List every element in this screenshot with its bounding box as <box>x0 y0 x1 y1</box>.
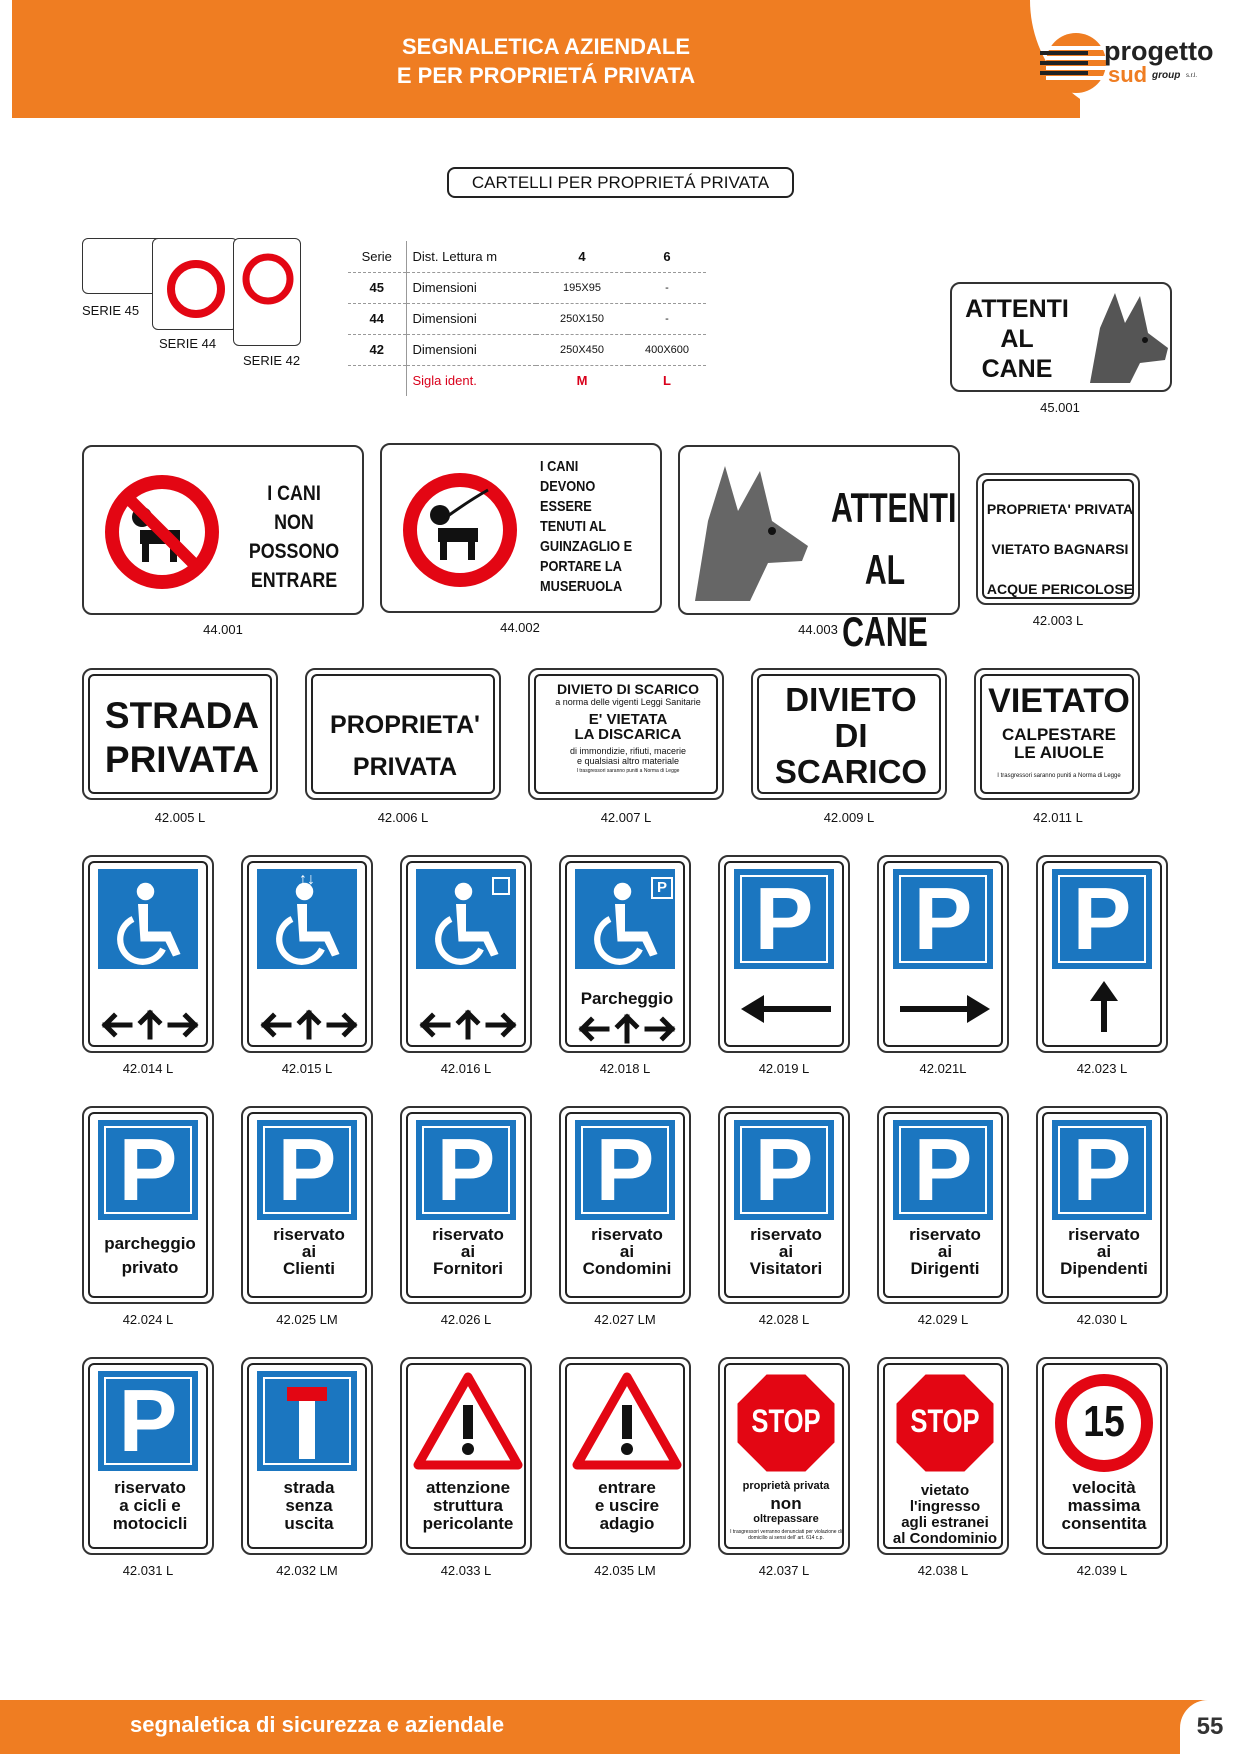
sign-text: riservato <box>432 1225 504 1244</box>
sign-42007-code: 42.007 L <box>600 810 652 825</box>
company-logo <box>1040 18 1240 108</box>
sign-code: 42.032 LM <box>276 1563 338 1578</box>
sign-text: DIVIETO DI SCARICO <box>556 681 700 697</box>
sign-text: I CANI <box>540 458 579 475</box>
spec-header-6: 6 <box>628 241 706 272</box>
spec-row-45 <box>348 272 706 303</box>
sign-text: DIVIETO <box>785 681 917 718</box>
sign-text: ATTENTI <box>965 295 1069 323</box>
spec-cell: Dimensioni <box>406 303 536 334</box>
sign-text: massima <box>1067 1496 1141 1515</box>
sign-label <box>1038 1479 1170 1533</box>
speed-number: 15 <box>1083 1397 1125 1446</box>
sign-code: 42.037 L <box>758 1563 810 1578</box>
sign-text: ATTENTI <box>831 484 957 531</box>
sign-42030 <box>1036 1106 1168 1304</box>
sign-42005 <box>82 668 278 800</box>
series-42-shape <box>233 238 301 346</box>
sign-text: al Condominio <box>892 1530 998 1547</box>
sign-text: motocicli <box>112 1514 188 1533</box>
series-44-shape <box>152 238 238 330</box>
sign-42018 <box>559 855 691 1053</box>
parking-p-icon: P <box>277 1120 337 1219</box>
dog-head-icon <box>690 461 810 606</box>
sign-text: oltrepassare <box>753 1513 819 1526</box>
parking-p-icon: P <box>754 1120 814 1219</box>
spec-cell: - <box>628 303 706 334</box>
sign-42039 <box>1036 1357 1168 1555</box>
sign-code: 42.015 L <box>281 1061 333 1076</box>
sign-42027 <box>559 1106 691 1304</box>
sign-text: Clienti <box>283 1259 335 1278</box>
sign-42007-text <box>534 682 722 774</box>
direction-arrows-icon <box>577 1009 677 1049</box>
stop-text: STOP <box>910 1403 980 1439</box>
sign-text: I trasgressori verranno denunciati per violazione di domicilio ai sensi dell' art. 614 c.p. <box>730 1528 842 1541</box>
parking-panel <box>734 1120 834 1220</box>
sign-42031 <box>82 1357 214 1555</box>
sign-label <box>243 1479 375 1533</box>
sign-42006-code: 42.006 L <box>377 810 429 825</box>
sign-label <box>879 1226 1011 1277</box>
footer-text: segnaletica di sicurezza e aziendale <box>130 1712 505 1737</box>
sign-text: proprietà privata <box>742 1480 830 1492</box>
arrows-up-down-icon: ↑↓ <box>299 871 315 888</box>
sign-code: 42.021L <box>919 1061 967 1076</box>
sign-42007 <box>528 668 724 800</box>
sign-label <box>243 1226 375 1277</box>
sign-42003-code: 42.003 L <box>1032 613 1084 628</box>
spec-header-dist: Dist. Lettura m <box>406 241 536 272</box>
sign-code: 42.039 L <box>1076 1563 1128 1578</box>
parking-p-icon: P <box>595 1120 655 1219</box>
direction-arrows-icon <box>418 1005 518 1045</box>
sign-text: uscita <box>284 1514 334 1533</box>
section-title: CARTELLI PER PROPRIETÁ PRIVATA <box>447 167 794 198</box>
stop-sign-icon <box>893 1371 997 1475</box>
sign-code: 42.027 LM <box>594 1312 656 1327</box>
warning-triangle-icon <box>414 1373 522 1469</box>
parking-p-icon: P <box>1072 1120 1132 1219</box>
parking-panel <box>98 1120 198 1220</box>
disabled-panel <box>98 869 198 969</box>
sign-42009-text <box>757 682 945 790</box>
spec-row-44 <box>348 303 706 334</box>
spec-cell: - <box>628 272 706 303</box>
sign-text: MUSERUOLA <box>540 578 623 595</box>
sign-text: e uscire <box>594 1496 660 1515</box>
parking-panel <box>734 869 834 969</box>
sign-text: PROPRIETA' <box>330 711 480 739</box>
dog-head-icon <box>1070 288 1170 388</box>
sign-42033 <box>400 1357 532 1555</box>
no-dogs-icon <box>102 472 222 592</box>
spec-cell <box>348 365 406 396</box>
sign-42037 <box>718 1357 850 1555</box>
sign-label <box>402 1479 534 1533</box>
logo-word-progetto: progetto <box>1104 36 1214 66</box>
sign-code: 42.019 L <box>758 1061 810 1076</box>
spec-row-sigla <box>348 365 706 396</box>
sign-text: adagio <box>599 1514 655 1533</box>
sign-text: LA DISCARICA <box>574 726 682 744</box>
sign-text: velocità <box>1072 1478 1136 1497</box>
sign-text: pericolante <box>422 1514 514 1533</box>
family-icon <box>492 877 510 895</box>
sign-text: parcheggio <box>104 1234 196 1253</box>
parking-panel <box>257 1120 357 1220</box>
spec-cell: 250X150 <box>536 303 628 334</box>
sign-text: PORTARE LA <box>540 558 622 575</box>
sign-text: riservato <box>1068 1225 1140 1244</box>
spec-table <box>348 241 706 396</box>
parking-panel <box>1052 1120 1152 1220</box>
sign-label <box>879 1483 1011 1547</box>
parking-p-icon: P <box>118 1371 178 1470</box>
sign-42032 <box>241 1357 373 1555</box>
sign-text: Condomini <box>582 1259 672 1278</box>
sign-44001 <box>82 445 364 615</box>
sign-45001-code: 45.001 <box>1040 400 1080 415</box>
page-title <box>12 32 1080 90</box>
series-42-label: SERIE 42 <box>243 353 301 368</box>
sign-label <box>84 1232 216 1280</box>
sign-42026 <box>400 1106 532 1304</box>
sign-text: AL CANE <box>842 546 928 655</box>
sign-text: attenzione <box>425 1478 511 1497</box>
sign-text: I CANI <box>267 482 321 505</box>
sign-text: Fornitori <box>433 1259 503 1278</box>
sign-code: 42.035 LM <box>594 1563 656 1578</box>
spec-cell: 195X95 <box>536 272 628 303</box>
parking-p-icon: P <box>754 869 814 968</box>
sign-44003-code: 44.003 <box>798 622 838 637</box>
sign-text: riservato <box>909 1225 981 1244</box>
sign-text: LE AIUOLE <box>1013 742 1105 762</box>
series-45-label: SERIE 45 <box>82 303 140 318</box>
sign-42016 <box>400 855 532 1053</box>
sign-text: a cicli e <box>119 1496 181 1515</box>
sign-42038 <box>877 1357 1009 1555</box>
direction-arrows-icon <box>259 1005 359 1045</box>
sign-42003-text <box>984 489 1136 609</box>
sign-text: TENUTI AL <box>540 518 607 535</box>
sign-text: ai <box>937 1242 953 1261</box>
sign-label <box>561 1226 693 1277</box>
parking-p-icon: P <box>913 1120 973 1219</box>
warning-triangle-icon <box>573 1373 681 1469</box>
spec-cell: 45 <box>348 272 406 303</box>
sign-45001 <box>950 282 1172 392</box>
leash-dog-icon <box>400 470 520 590</box>
parking-panel <box>893 869 993 969</box>
title-line-2: E PER PROPRIETÁ PRIVATA <box>396 63 696 88</box>
sign-42021 <box>877 855 1009 1053</box>
sign-text: non <box>770 1493 802 1513</box>
sign-42024 <box>82 1106 214 1304</box>
sign-44001-code: 44.001 <box>203 622 243 637</box>
sign-42009 <box>751 668 947 800</box>
dead-end-icon <box>257 1371 357 1471</box>
sign-text: di immondizie, rifiuti, macerie <box>569 746 687 757</box>
sign-42009-code: 42.009 L <box>823 810 875 825</box>
sign-code: 42.014 L <box>122 1061 174 1076</box>
sign-42023 <box>1036 855 1168 1053</box>
sign-42029 <box>877 1106 1009 1304</box>
sign-text: struttura <box>433 1496 503 1515</box>
sign-text: CALPESTARE <box>1002 724 1116 744</box>
sign-text: riservato <box>750 1225 822 1244</box>
sign-text: I trasgressori saranno puniti a Norma di Legge <box>576 768 680 775</box>
sign-text: VIETATO BAGNARSI <box>991 541 1129 557</box>
sign-code: 42.029 L <box>917 1312 969 1327</box>
small-p-icon: P <box>651 877 673 899</box>
series-44-label: SERIE 44 <box>159 336 217 351</box>
arrow-right-icon <box>895 979 995 1039</box>
sign-text: ai <box>460 1242 476 1261</box>
sign-code: 42.028 L <box>758 1312 810 1327</box>
sign-code: 42.031 L <box>122 1563 174 1578</box>
sign-label <box>1038 1226 1170 1277</box>
sign-text: l'ingresso <box>909 1498 981 1515</box>
sign-code: 42.018 L <box>599 1061 651 1076</box>
sign-text: vietato <box>920 1482 970 1499</box>
sign-42011 <box>974 668 1140 800</box>
sign-text: ACQUE PERICOLOSE <box>986 581 1134 597</box>
sign-42005-code: 42.005 L <box>154 810 206 825</box>
wheelchair-icon <box>98 869 198 969</box>
logo-word-sud: sud <box>1108 62 1148 87</box>
sign-44002-code: 44.002 <box>500 620 540 635</box>
sign-text: I trasgressori saranno puniti a Norma di Legge <box>997 773 1121 780</box>
sign-text: PRIVATA <box>104 739 260 780</box>
sign-text: ai <box>1096 1242 1112 1261</box>
title-line-1: SEGNALETICA AZIENDALE <box>401 34 691 59</box>
sign-42019 <box>718 855 850 1053</box>
spec-cell: Dimensioni <box>406 334 536 365</box>
sign-code: 42.033 L <box>440 1563 492 1578</box>
sign-text: PRIVATA <box>352 753 458 781</box>
sign-42005-text <box>88 694 276 782</box>
spec-row-42 <box>348 334 706 365</box>
sign-42011-code: 42.011 L <box>1033 810 1083 825</box>
sign-code: 42.025 LM <box>276 1312 338 1327</box>
sign-text: STRADA <box>104 695 260 736</box>
parking-p-icon: P <box>1072 869 1132 968</box>
sign-text: POSSONO <box>248 540 340 563</box>
sign-42011-text <box>980 684 1138 779</box>
sign-text: riservato <box>591 1225 663 1244</box>
sign-text: PROPRIETA' PRIVATA <box>986 501 1134 517</box>
sign-text: privato <box>121 1258 179 1277</box>
sign-text: ENTRARE <box>250 569 338 592</box>
sign-text: DEVONO <box>540 478 596 495</box>
sign-text: Visitatori <box>749 1259 823 1278</box>
dead-end-panel <box>257 1371 357 1471</box>
spec-cell: M <box>576 373 588 389</box>
page-number: 55 <box>1180 1700 1240 1754</box>
sign-label <box>724 1481 848 1541</box>
sign-42025 <box>241 1106 373 1304</box>
parking-p-icon: P <box>436 1120 496 1219</box>
sign-text: riservato <box>273 1225 345 1244</box>
sign-code: 42.024 L <box>122 1312 174 1327</box>
sign-45001-text <box>962 294 1072 384</box>
sign-code: 42.023 L <box>1076 1061 1128 1076</box>
sign-text: agli estranei <box>901 1514 989 1531</box>
spec-cell: L <box>663 373 671 389</box>
sign-label <box>561 1479 693 1533</box>
sign-text: SCARICO <box>774 753 928 790</box>
logo-word-group: group <box>1152 70 1181 81</box>
sign-text: riservato <box>114 1478 186 1497</box>
spec-header-row <box>348 241 706 272</box>
sign-label <box>84 1479 216 1533</box>
arrow-left-icon <box>736 979 836 1039</box>
sign-42006 <box>305 668 501 800</box>
spec-cell: Sigla ident. <box>406 365 536 396</box>
sign-42014 <box>82 855 214 1053</box>
spec-cell: Dimensioni <box>406 272 536 303</box>
sign-text: ESSERE <box>540 498 592 515</box>
direction-arrows-icon <box>100 1005 200 1045</box>
parking-panel <box>893 1120 993 1220</box>
stop-text: STOP <box>751 1403 821 1439</box>
sign-text: senza <box>285 1496 333 1515</box>
sign-code: 42.030 L <box>1076 1312 1128 1327</box>
parking-panel <box>575 1120 675 1220</box>
sign-text: a norma delle vigenti Leggi Sanitarie <box>555 696 701 707</box>
parking-p-icon: P <box>118 1120 178 1219</box>
sign-text: VIETATO <box>988 682 1130 720</box>
sign-code: 42.026 L <box>440 1312 492 1327</box>
sign-label <box>402 1226 534 1277</box>
sign-text: e qualsiasi altro materiale <box>576 756 680 767</box>
spec-cell: 250X450 <box>536 334 628 365</box>
sign-text: E' VIETATA <box>588 710 668 728</box>
spec-cell: 42 <box>348 334 406 365</box>
speed-limit-icon <box>1054 1373 1154 1473</box>
parking-p-icon: P <box>913 869 973 968</box>
sign-44001-text <box>243 479 345 595</box>
sign-42015 <box>241 855 373 1053</box>
sign-text: ai <box>778 1242 794 1261</box>
sign-text: GUINZAGLIO E <box>540 538 633 555</box>
parking-panel <box>1052 869 1152 969</box>
sign-text: ai <box>619 1242 635 1261</box>
sign-label: Parcheggio <box>580 989 674 1008</box>
sign-44002 <box>380 443 662 613</box>
sign-42035 <box>559 1357 691 1555</box>
sign-text: entrare <box>598 1478 656 1497</box>
sign-text: DI <box>834 717 868 754</box>
spec-cell: 400X600 <box>628 334 706 365</box>
sign-text: NON <box>274 511 314 534</box>
sign-text: ai <box>301 1242 317 1261</box>
spec-header-serie: Serie <box>348 241 406 272</box>
sign-text: strada <box>283 1478 335 1497</box>
parking-panel <box>98 1371 198 1471</box>
sign-text: consentita <box>1061 1514 1147 1533</box>
parking-panel <box>416 1120 516 1220</box>
sign-text: Dipendenti <box>1060 1259 1148 1278</box>
sign-label <box>720 1226 852 1277</box>
arrow-up-icon <box>1054 977 1154 1037</box>
spec-header-4: 4 <box>536 241 628 272</box>
spec-cell: 44 <box>348 303 406 334</box>
sign-44002-text <box>540 457 642 597</box>
sign-text: CANE <box>981 355 1053 383</box>
sign-code: 42.016 L <box>440 1061 492 1076</box>
sign-42028 <box>718 1106 850 1304</box>
sign-text: Dirigenti <box>910 1259 980 1278</box>
sign-text: AL <box>1000 325 1034 353</box>
sign-42006-text <box>311 704 499 788</box>
sign-42003 <box>976 473 1140 605</box>
stop-sign-icon <box>734 1371 838 1475</box>
sign-code: 42.038 L <box>917 1563 969 1578</box>
logo-globe-icon <box>1040 33 1106 93</box>
logo-word-srl: s.r.l. <box>1186 73 1198 79</box>
